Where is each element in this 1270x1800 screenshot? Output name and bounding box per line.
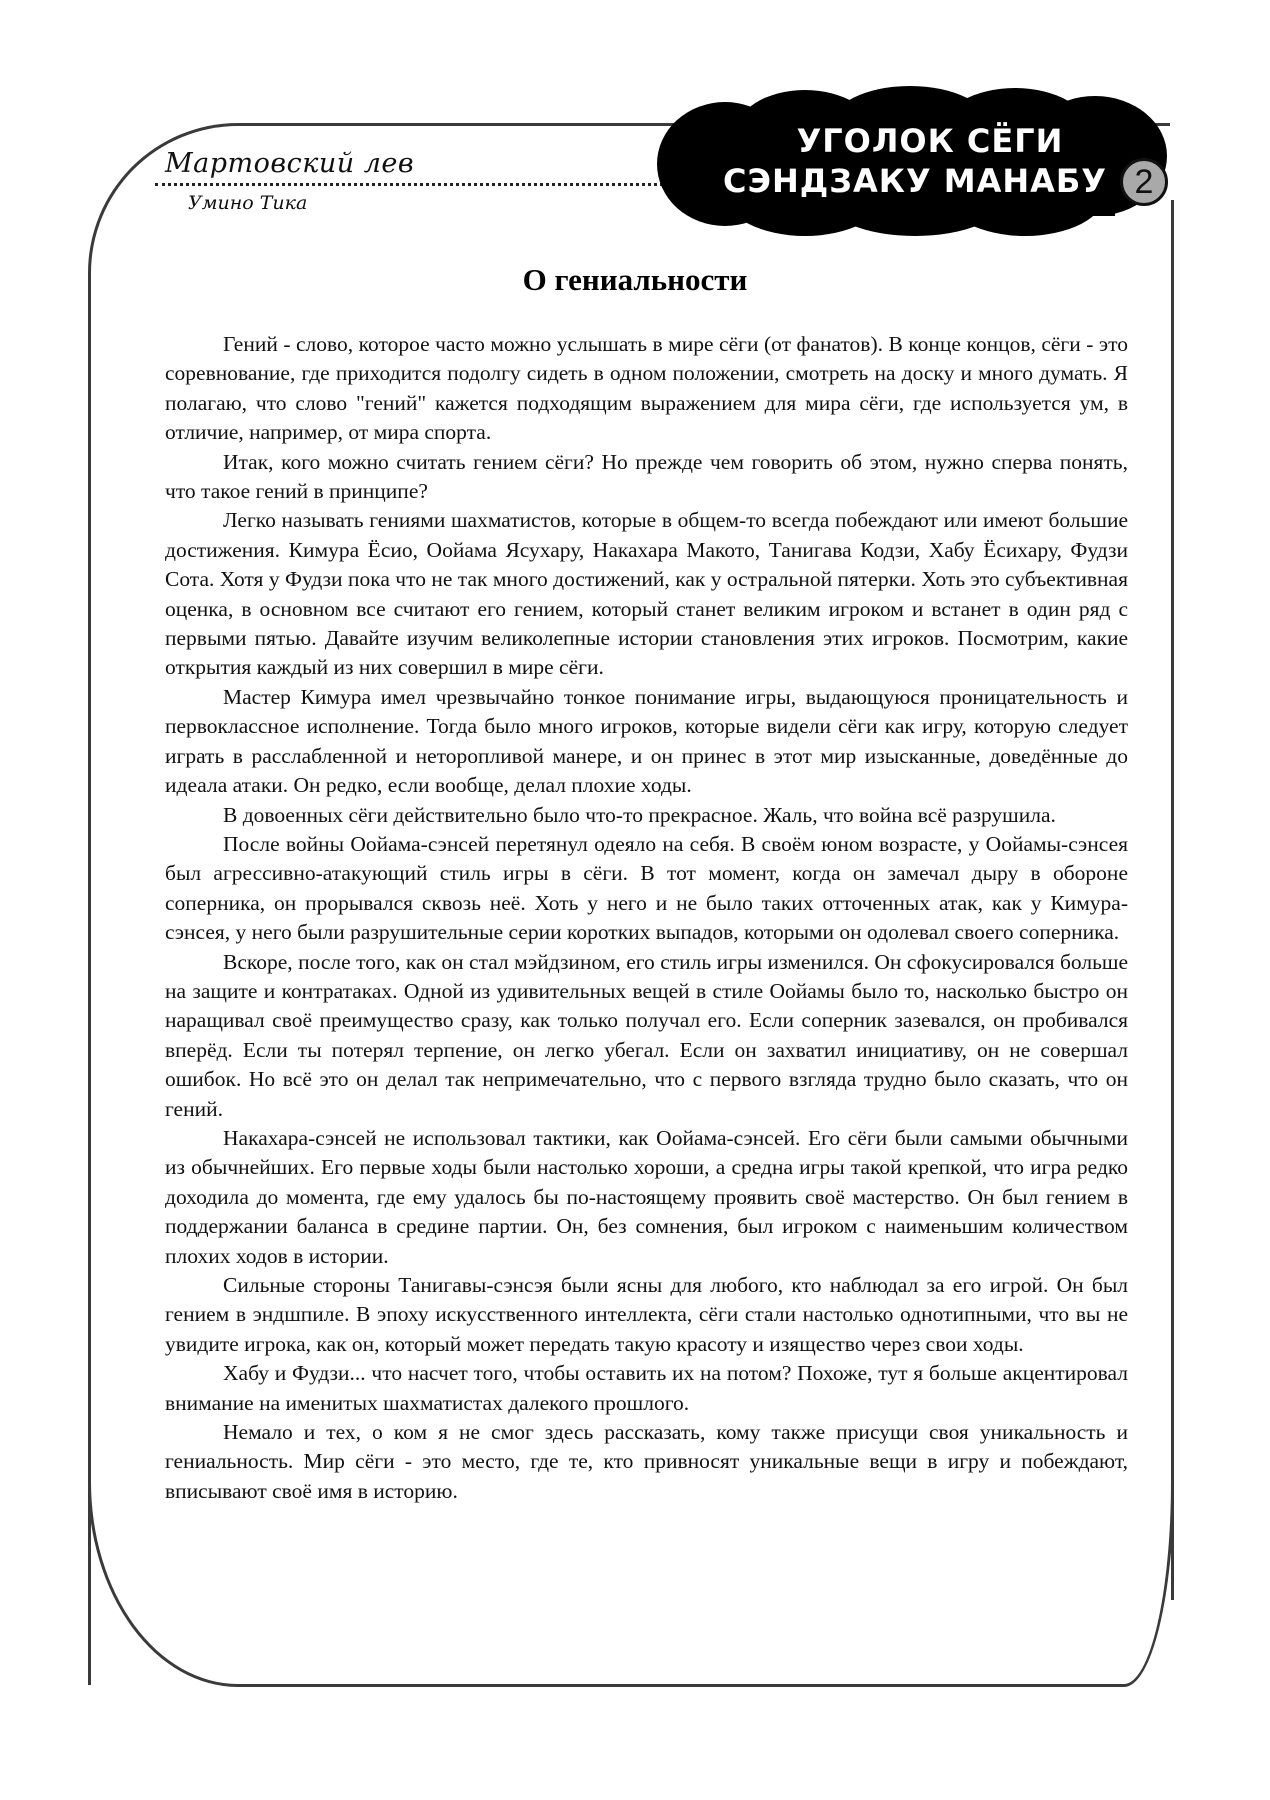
page-frame-right xyxy=(1171,200,1174,1600)
paragraph: После войны Оойама-сэнсей перетянул одеяло на себя. В своём юном возрасте, у Оойамы-сэнсея был агрессивно-атакующий стиль игры в сёги. В тот момент, когда он замечал дыру в обороне соперника, он прорывался сквозь неё. Хоть у него и не было таких отточенных атак, как у Кимура-сэнсея, у него были разрушительные серии коротких выпадов, которыми он одолевал своего соперника. xyxy=(165,831,1128,945)
article-body xyxy=(165,330,1128,1506)
page-frame-bottom xyxy=(88,1480,1174,1687)
column-banner xyxy=(655,86,1175,236)
paragraph: Легко называть гениями шахматистов, которые в общем-то всегда побеждают или имеют большие достижения. Кимура Ёсио, Оойама Ясухару, Накахара Макото, Танигава Кодзи, Хабу Ёсихару, Фудзи Сота. Хотя у Фудзи пока что не так много достижений, как у остральной пятерки. Хоть это субъективная оценка, в основном все считают его гением, который станет великим игроком и встанет в один ряд с первыми пятью. Давайте изучим великолепные истории становления этих игроков. Посмотрим, какие открытия каждый из них совершил в мире сёги. xyxy=(165,508,1128,680)
series-title: Мартовский лев xyxy=(165,148,415,179)
paragraph: Мастер Кимура имел чрезвычайно тонкое понимание игры, выдающуюся проницательность и первоклассное исполнение. Тогда было много игроков, которые видели сёги как игру, которую следует играть в расслабленной и неторопливой манере, и он принес в этот мир изысканные, доведённые до идеала атаки. Он редко, если вообще, делал плохие ходы. xyxy=(165,684,1128,798)
banner-line-2: СЭНДЗАКУ МАНАБУ xyxy=(723,162,1107,200)
paragraph: Гений - слово, которое часто можно услышать в мире сёги (от фанатов). В конце концов, сёги - это соревнование, где приходится подолгу сидеть в одном положении, смотреть на доску и много думать. Я полагаю, что слово "гений" кажется подходящим выражением для мира сёги, где используется ум, в отличие, например, от мира спорта. xyxy=(165,332,1128,445)
dotted-divider xyxy=(155,183,675,186)
paragraph: Накахара-сэнсей не использовал тактики, как Оойама-сэнсей. Его сёги были самыми обычными из обычнейших. Его первые ходы были настолько хороши, а средна игры такой крепкой, что игра редко доходила до момента, где ему удалось бы по-настоящему проявить своё мастерство. Он был гением в поддержании баланса в средине партии. Он, без сомнения, был игроком с наименьшим количеством плохих ходов в истории. xyxy=(165,1125,1128,1268)
author-name: Умино Тика xyxy=(188,192,308,214)
article-title: О гениальности xyxy=(522,262,748,297)
banner-line-1: УГОЛОК СЁГИ xyxy=(796,122,1064,160)
paragraph: В довоенных сёги действительно было что-то прекрасное. Жаль, что война всё разрушила. xyxy=(223,802,1056,827)
paragraph: Хабу и Фудзи... что насчет того, чтобы оставить их на потом? Похоже, тут я больше акцентировал внимание на именитых шахматистах далекого прошлого. xyxy=(165,1361,1128,1415)
paragraph: Вскоре, после того, как он стал мэйдзином, его стиль игры изменился. Он сфокусировался больше на защите и контратаках. Одной из удивительных вещей в стиле Оойамы было то, насколько быстро он наращивал своё преимущество сразу, как только получал его. Если соперник зазевался, он пробивался вперёд. Если ты потерял терпение, он легко убегал. Если он захватил инициативу, он не совершал ошибок. Но всё это он делал так непримечательно, что с первого взгляда трудно было сказать, что он гений. xyxy=(165,949,1128,1121)
paragraph: Итак, кого можно считать гением сёги? Но прежде чем говорить об этом, нужно сперва понять, что такое гений в принципе? xyxy=(165,449,1128,504)
issue-number-badge: 2 xyxy=(1120,158,1168,206)
paragraph: Сильные стороны Танигавы-сэнсэя были ясны для любого, кто наблюдал за его игрой. Он был гением в эндшпиле. В эпоху искусственного интеллекта, сёги стали настолько однотипными, что вы не увидите игрока, как он, который может передать такую красоту и изящество через свои ходы. xyxy=(165,1273,1128,1356)
paragraph: Немало и тех, о ком я не смог здесь рассказать, кому также присущи своя уникальность и гениальность. Мир сёги - это место, где те, кто привносят уникальные вещи в игру и побеждают, вписывают своё имя в историю. xyxy=(165,1420,1128,1503)
